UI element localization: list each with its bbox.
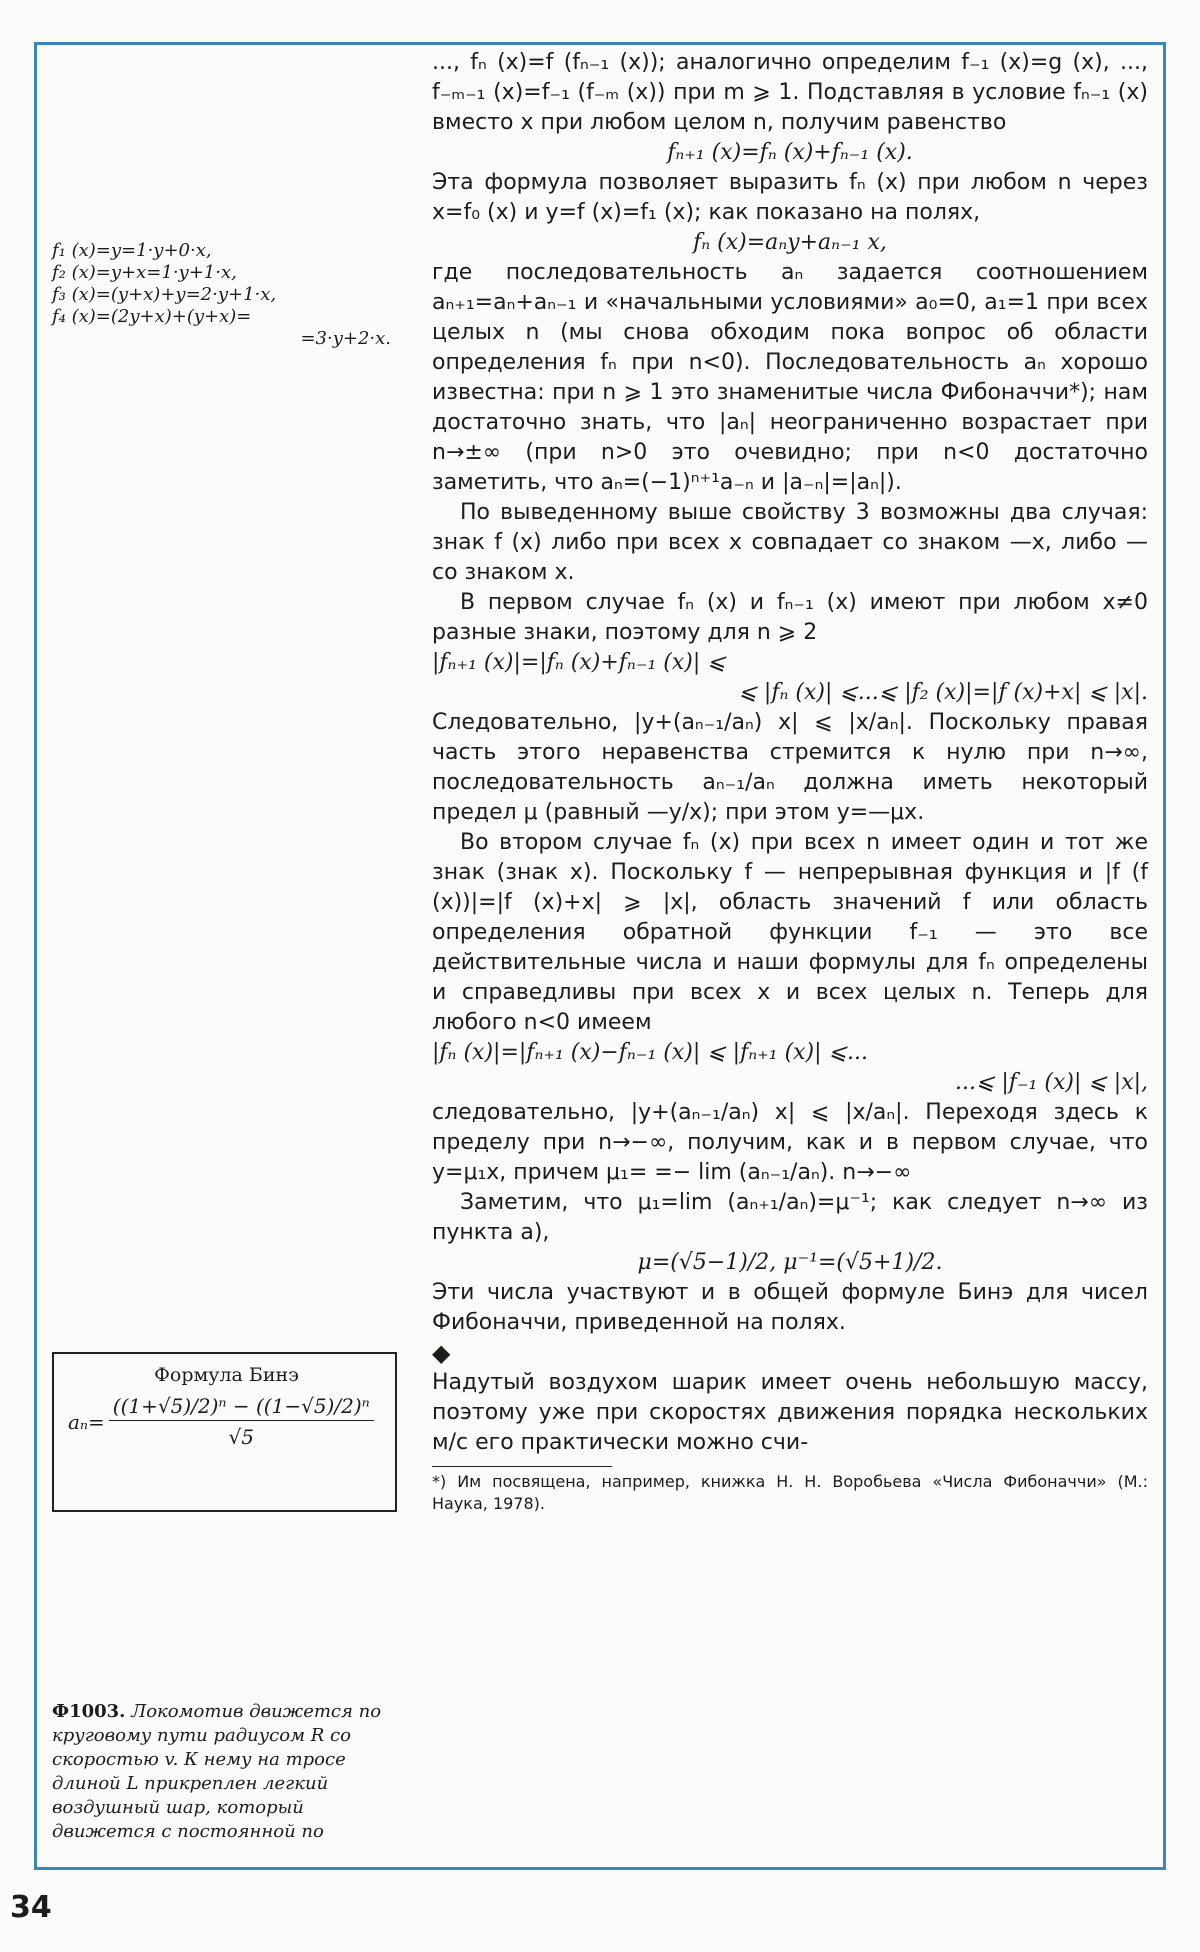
margin-formula-line: f₃ (x)=(y+x)+y=2·y+1·x, (52, 284, 277, 305)
binet-fraction (109, 1394, 374, 1449)
footnote: *) Им посвящена, например, книжка Н. Н. Воробьева «Числа Фибоначчи» (М.: Наука, 1978). (432, 1472, 1148, 1513)
margin-formula-line: f₂ (x)=y+x=1·y+1·x, (52, 262, 237, 283)
binet-lhs: aₙ= (68, 1409, 105, 1434)
equation: fₙ₊₁ (x)=fₙ (x)+fₙ₋₁ (x). (667, 140, 913, 165)
paragraph: где последовательность aₙ задается соотношением aₙ₊₁=aₙ+aₙ₋₁ и «начальными условиями» a₀=0, a₁=1 при всех целых n (мы снова обходим пока вопрос об области определения fₙ при n<0). Последовательность aₙ хорошо известна: при n ⩾ 1 это знаменитые числа Фибоначчи*); нам достаточно знать, что |aₙ| неограниченно возрастает при n→±∞ (при n>0 это очевидно; при n<0 достаточно заметить, что aₙ=(−1)ⁿ⁺¹a₋ₙ и |a₋ₙ|=|aₙ|). (432, 260, 1148, 495)
paragraph: По выведенному выше свойству 3 возможны два случая: знак f (x) либо при всех x совпадает со знаком —x, либо — со знаком x. (432, 500, 1148, 585)
binet-title: Формула Бинэ (154, 1364, 299, 1386)
paragraph: следовательно, |y+(aₙ₋₁/aₙ) x| ⩽ |x/aₙ|. Переходя здесь к пределу при n→−∞, получим, как и в первом случае, что y=μ₁x, причем μ₁= =− lim (aₙ₋₁/aₙ). n→−∞ (432, 1100, 1148, 1185)
paragraph: Заметим, что μ₁=lim (aₙ₊₁/aₙ)=μ⁻¹; как следует n→∞ из пункта а), (432, 1190, 1148, 1245)
margin-formula-line: f₁ (x)=y=1·y+0·x, (52, 240, 212, 261)
paragraph: Эта формула позволяет выразить fₙ (x) при любом n через x=f₀ (x) и y=f (x)=f₁ (x); как показано на полях, (432, 170, 1148, 225)
paragraph: ..., fₙ (x)=f (fₙ₋₁ (x)); аналогично определим f₋₁ (x)=g (x), ..., f₋ₘ₋₁ (x)=f₋₁ (f₋ₘ (x)) при m ⩾ 1. Подставляя в условие fₙ₋₁ (x) вместо x при любом целом n, получим равенство (432, 50, 1148, 135)
page-number: 34 (10, 1890, 52, 1925)
binet-formula (68, 1394, 385, 1449)
problem-number: Ф1003. (52, 1701, 126, 1722)
binet-denominator: √5 (228, 1425, 254, 1449)
paragraph: В первом случае fₙ (x) и fₙ₋₁ (x) имеют при любом x≠0 разные знаки, поэтому для n ⩾ 2 (432, 590, 1148, 645)
equation: μ=(√5−1)/2, μ⁻¹=(√5+1)/2. (637, 1250, 943, 1275)
equation: fₙ (x)=aₙy+aₙ₋₁ x, (693, 230, 887, 255)
end-of-solution-mark: ◆ (432, 1339, 451, 1367)
binet-numerator: ((1+√5)/2)ⁿ − ((1−√5)/2)ⁿ (109, 1394, 374, 1421)
equation: |fₙ₊₁ (x)|=|fₙ (x)+fₙ₋₁ (x)| ⩽ (432, 650, 726, 675)
problem-text: Локомотив движется по круговому пути радиусом R со скоростью v. К нему на тросе длиной L прикреплен легкий воздушный шар, который движется с постоянной по (52, 1701, 382, 1842)
equation: ...⩽ |f₋₁ (x)| ⩽ |x|, (954, 1070, 1148, 1095)
footnote-rule (432, 1466, 612, 1467)
paragraph: Надутый воздухом шарик имеет очень небольшую массу, поэтому уже при скоростях движения порядка нескольких м/с его практически можно счи- (432, 1370, 1148, 1455)
problem-statement (52, 1700, 397, 1844)
margin-formula-line: f₄ (x)=(2y+x)+(y+x)= (52, 306, 252, 327)
equation: |fₙ (x)|=|fₙ₊₁ (x)−fₙ₋₁ (x)| ⩽ |fₙ₊₁ (x)| ⩽... (432, 1040, 868, 1065)
main-text-column (432, 48, 1148, 1515)
margin-formulas (52, 240, 397, 350)
paragraph: Следовательно, |y+(aₙ₋₁/aₙ) x| ⩽ |x/aₙ|. Поскольку правая часть этого неравенства стремится к нулю при n→∞, последовательность aₙ₋₁/aₙ должна иметь некоторый предел μ (равный —y/x); при этом y=—μx. (432, 710, 1148, 825)
paragraph: Эти числа участвуют и в общей формуле Бинэ для чисел Фибоначчи, приведенной на полях. (432, 1280, 1148, 1335)
paragraph: Во втором случае fₙ (x) при всех n имеет один и тот же знак (знак x). Поскольку f — непрерывная функция и |f (f (x))|=|f (x)+x| ⩾ |x|, область значений f или область определения обратной функции f₋₁ — это все действительные числа и наши формулы для fₙ определены и справедливы при всех x и всех целых n. Теперь для любого n<0 имеем (432, 830, 1148, 1035)
margin-formula-line: =3·y+2·x. (300, 328, 391, 349)
equation: ⩽ |fₙ (x)| ⩽...⩽ |f₂ (x)|=|f (x)+x| ⩽ |x|. (738, 680, 1148, 705)
binet-formula-box (52, 1352, 397, 1512)
